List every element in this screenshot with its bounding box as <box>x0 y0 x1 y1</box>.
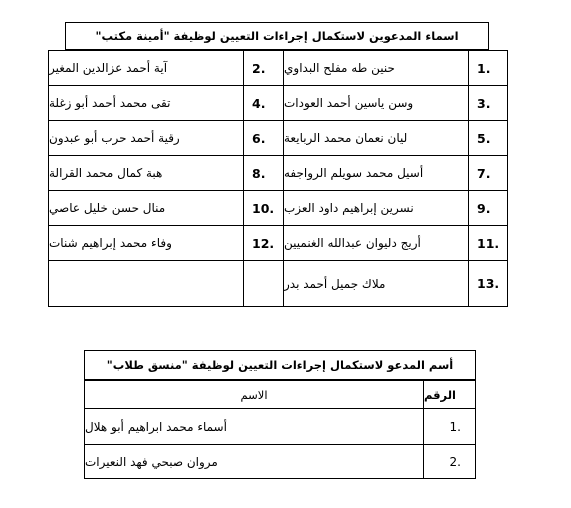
applicant-name: أسيل محمد سويلم الرواجفه <box>283 155 469 191</box>
row-number: 6. <box>243 120 284 156</box>
applicant-name: آية أحمد عزالدين المغير <box>48 50 244 86</box>
applicant-name: أريج دليوان عبدالله الغنميين <box>283 225 469 261</box>
table2-row-number: 1. <box>423 408 476 445</box>
table1-title: اسماء المدعوين لاستكمال إجراءات التعيين لوظيفة "أمينة مكتب" <box>65 22 489 50</box>
applicant-name: وسن ياسين أحمد العودات <box>283 85 469 121</box>
table2-row-name: أسماء محمد ابراهيم أبو هلال <box>84 408 424 445</box>
table2-header-number: الرقم <box>423 380 476 409</box>
table2-title: أسم المدعو لاستكمال إجراءات التعيين لوظيفة "منسق طلاب" <box>84 350 476 380</box>
applicant-name <box>48 260 244 307</box>
applicant-name: منال حسن خليل عاصي <box>48 190 244 226</box>
row-number: 11. <box>468 225 508 261</box>
applicant-name: تقى محمد أحمد أبو زغلة <box>48 85 244 121</box>
row-number: 1. <box>468 50 508 86</box>
applicant-name: هبة كمال محمد القرالة <box>48 155 244 191</box>
row-number: 4. <box>243 85 284 121</box>
row-number: 7. <box>468 155 508 191</box>
row-number: 3. <box>468 85 508 121</box>
row-number: 12. <box>243 225 284 261</box>
applicant-name: نسرين إبراهيم داود العزب <box>283 190 469 226</box>
row-number: 10. <box>243 190 284 226</box>
row-number: 13. <box>468 260 508 307</box>
row-number: 8. <box>243 155 284 191</box>
applicant-name: رقية أحمد حرب أبو عبدون <box>48 120 244 156</box>
applicant-name: وفاء محمد إبراهيم شنات <box>48 225 244 261</box>
row-number: 2. <box>243 50 284 86</box>
applicant-name: ليان نعمان محمد الربايعة <box>283 120 469 156</box>
applicant-name: ملاك جميل أحمد بدر <box>283 260 469 307</box>
table2-header-name: الاسم <box>84 380 424 409</box>
applicant-name: حنين طه مفلح البداوي <box>283 50 469 86</box>
table2-row-name: مروان صبحي فهد النعيرات <box>84 444 424 479</box>
table2-row-number: 2. <box>423 444 476 479</box>
row-number <box>243 260 284 307</box>
row-number: 5. <box>468 120 508 156</box>
row-number: 9. <box>468 190 508 226</box>
